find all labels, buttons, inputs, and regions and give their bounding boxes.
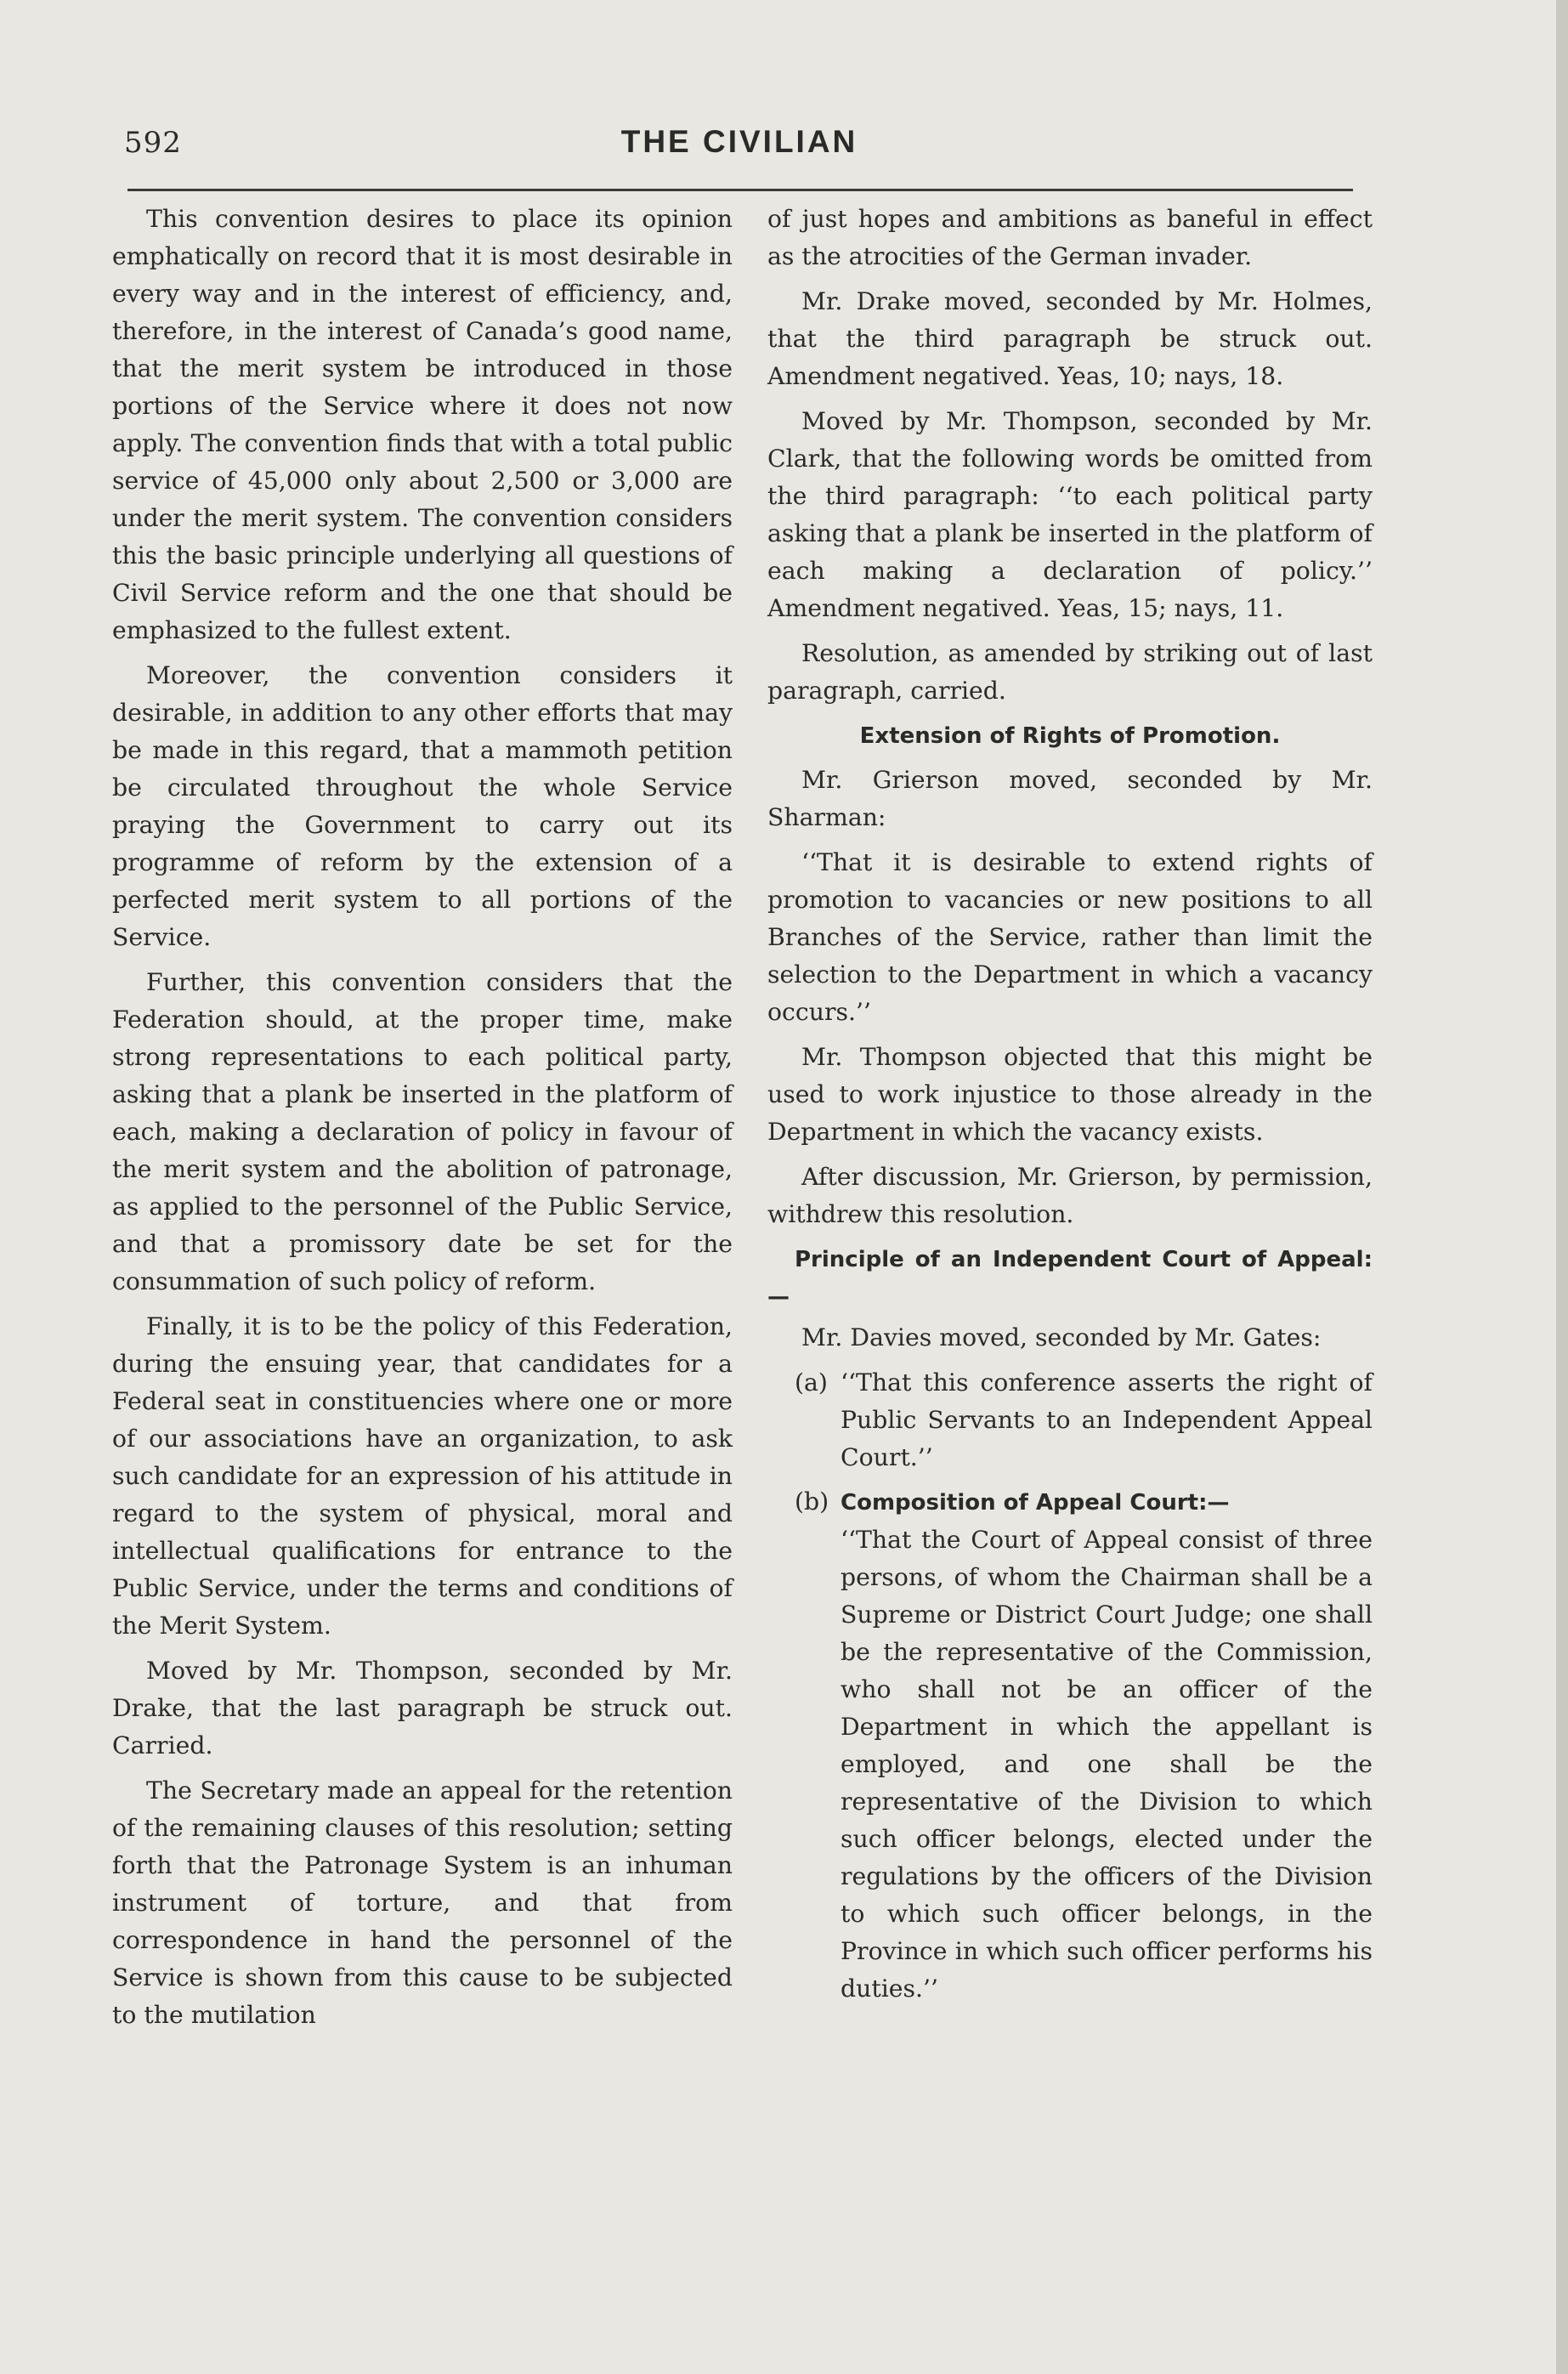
item-marker: (a) bbox=[795, 1368, 828, 1397]
item-heading: Composition of Appeal Court:— bbox=[841, 1490, 1230, 1516]
section-heading: Principle of an Independent Court of Appeal:— bbox=[767, 1247, 1373, 1310]
right-column bbox=[767, 201, 1373, 2014]
paragraph: Mr. Thompson objected that this might be used to work injustice to those already in the Department in which the vacancy exists. bbox=[767, 1043, 1373, 1146]
left-column bbox=[112, 201, 733, 2042]
header-rule bbox=[127, 189, 1353, 191]
paragraph: Mr. Drake moved, seconded by Mr. Holmes, that the third paragraph be struck out. Amendment negatived. Yeas, 10; nays, 18. bbox=[767, 287, 1373, 390]
page-header bbox=[124, 126, 1355, 177]
item-text: ‘‘That the Court of Appeal consist of three persons, of whom the Chairman shall be a Supreme or District Court Judge; one shall be the representative of the Commission, who shall not be an officer of the Department in which the appellant is employed, and one shall be the representative of the Division to which such officer belongs, elected under the regulations by the officers of the Division to which such officer belongs, in the Province in which such officer performs his duties.’’ bbox=[841, 1526, 1373, 2003]
paragraph: Mr. Davies moved, seconded by Mr. Gates: bbox=[801, 1323, 1322, 1351]
paragraph: Resolution, as amended by striking out of last paragraph, carried. bbox=[767, 639, 1373, 705]
section-heading: Extension of Rights of Promotion. bbox=[859, 723, 1281, 749]
running-title: THE CIVILIAN bbox=[620, 124, 858, 159]
page-number: 592 bbox=[124, 126, 182, 160]
paragraph: of just hopes and ambitions as baneful in effect as the atrocities of the German invader. bbox=[767, 205, 1373, 270]
list-item bbox=[767, 1483, 1373, 2008]
paragraph: Moved by Mr. Thompson, seconded by Mr. Clark, that the following words be omitted from the third paragraph: ‘‘to each political party asking that a plank be inserted in the platform of each making a declaration of policy.’’ Amendment negatived. Yeas, 15; nays, 11. bbox=[767, 407, 1373, 622]
paragraph: Moreover, the convention considers it desirable, in addition to any other efforts that may be made in this regard, that a mammoth petition be circulated throughout the whole Service praying the Government to carry out its programme of reform by the extension of a perfected merit system to all portions of the Service. bbox=[112, 661, 733, 951]
paragraph: This convention desires to place its opinion emphatically on record that it is most desirable in every way and in the interest of efficiency, and, therefore, in the interest of Canada’s good name, that the merit system be introduced in those portions of the Service where it does not now apply. The convention finds that with a total public service of 45,000 only about 2,500 or 3,000 are under the merit system. The convention considers this the basic principle underlying all questions of Civil Service reform and the one that should be emphasized to the fullest extent. bbox=[112, 205, 733, 644]
paragraph: After discussion, Mr. Grierson, by permission, withdrew this resolution. bbox=[767, 1163, 1373, 1228]
paragraph: The Secretary made an appeal for the retention of the remaining clauses of this resolution; setting forth that the Patronage System is an inhuman instrument of torture, and that from correspondence in hand the personnel of the Service is shown from this cause to be subjected to the mutilation bbox=[112, 1776, 733, 2029]
paragraph: Moved by Mr. Thompson, seconded by Mr. Drake, that the last paragraph be struck out. Carried. bbox=[112, 1657, 733, 1759]
paragraph: Mr. Grierson moved, seconded by Mr. Sharman: bbox=[767, 766, 1373, 831]
item-marker: (b) bbox=[795, 1487, 829, 1516]
list-item bbox=[767, 1364, 1373, 1476]
item-text: ‘‘That this conference asserts the right of Public Servants to an Independent Appeal Court.’’ bbox=[841, 1368, 1373, 1471]
page-edge bbox=[1556, 0, 1568, 2374]
paragraph: Further, this convention considers that the Federation should, at the proper time, make strong representations to each political party, asking that a plank be inserted in the platform of each, making a declaration of policy in favour of the merit system and the abolition of patronage, as applied to the personnel of the Public Service, and that a promissory date be set for the consummation of such policy of reform. bbox=[112, 968, 733, 1295]
paragraph: Finally, it is to be the policy of this Federation, during the ensuing year, that candidates for a Federal seat in constituencies where one or more of our associations have an organization, to ask such candidate for an expression of his attitude in regard to the system of physical, moral and intellectual qualifications for entrance to the Public Service, under the terms and conditions of the Merit System. bbox=[112, 1312, 733, 1640]
paragraph: ‘‘That it is desirable to extend rights of promotion to vacancies or new positions to all Branches of the Service, rather than limit the selection to the Department in which a vacancy occurs.’’ bbox=[767, 848, 1373, 1026]
item-body bbox=[841, 1483, 1373, 2008]
